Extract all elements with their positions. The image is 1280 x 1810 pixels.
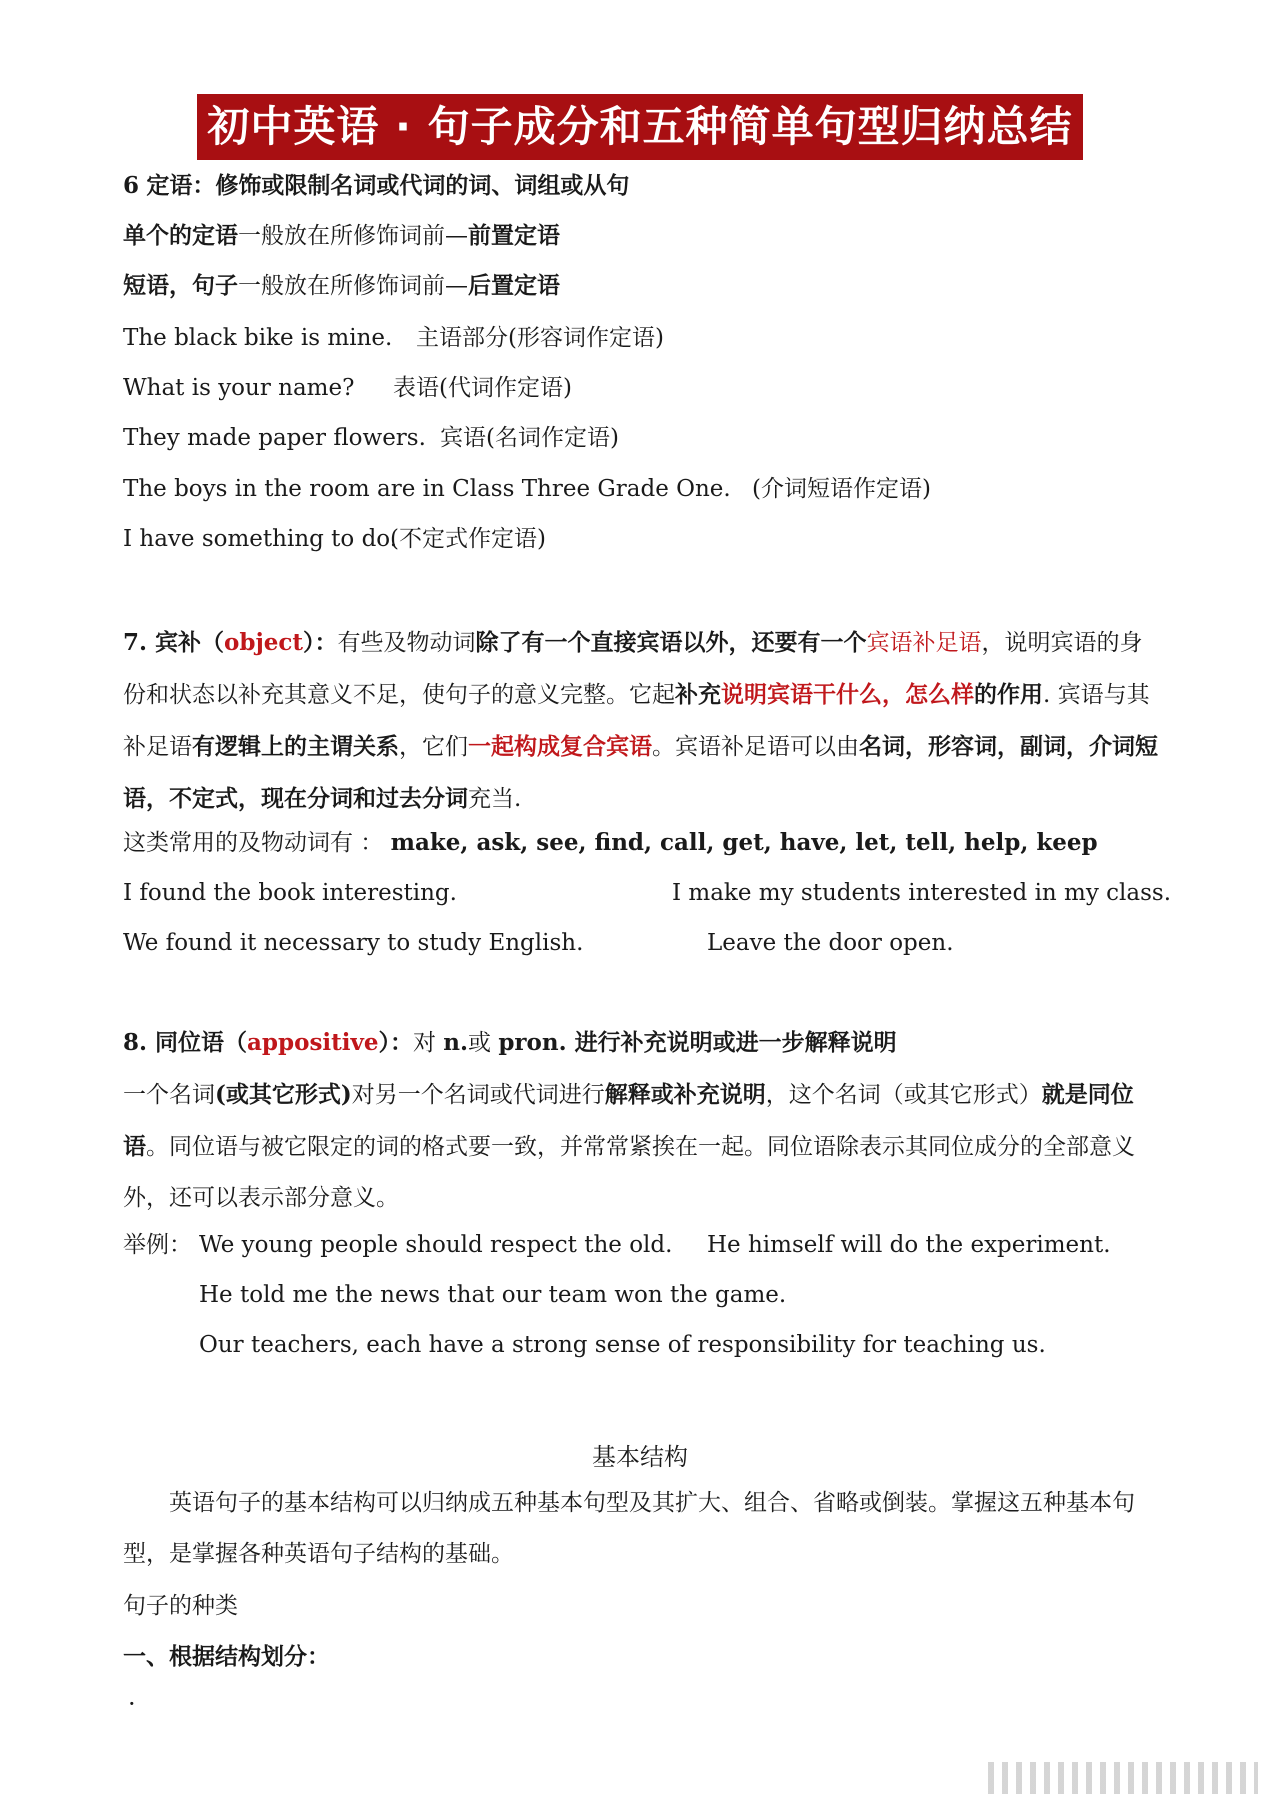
sec7-verbs: make, ask, see, find, call, get, have, let, tell, help, keep: [390, 829, 1098, 856]
sec8-example-3: He told me the news that our team won the game.: [199, 1282, 787, 1308]
sec7-heading-close: ）：: [303, 629, 338, 656]
sec8-heading-close: ）：: [378, 1029, 413, 1056]
sec7-example-1: I found the book interesting.: [123, 880, 457, 906]
basic-paragraph: 英语句子的基本结构可以归纳成五种基本句型及其扩大、组合、省略或倒装。掌握这五种基本句型，是掌握各种英语句子结构的基础。: [123, 1490, 1135, 1567]
sec8-heading-t1: 对: [412, 1030, 444, 1056]
sec6-example-3-note: 宾语(名词作定语): [440, 425, 619, 451]
sec7-t14: 充当.: [468, 786, 522, 812]
sec6-example-5-note: (不定式作定语): [390, 526, 546, 552]
sec7-t4: ，说明宾语的身份和状态以补充其意义不足，使句子的意义完整。它起: [123, 630, 1143, 708]
sec8-heading-t3: 或: [468, 1030, 499, 1056]
sec7-example-4: Leave the door open.: [707, 930, 954, 956]
bullet-mark: ·: [128, 1690, 136, 1718]
sec8-example-label: 举例：: [123, 1232, 192, 1258]
title-container: [0, 94, 1280, 160]
sec8-heading: [123, 1026, 897, 1060]
sec6-line1: [123, 219, 560, 253]
sec6-heading-text: 修饰或限制名词或代词的词、词组或从句: [215, 172, 630, 199]
sec8-heading-t4: pron.: [498, 1029, 567, 1056]
sec6-example-2-en: What is your name?: [123, 375, 355, 401]
sec7-t1: 有些及物动词: [337, 630, 476, 656]
sec6-heading-label: 定语：: [146, 172, 216, 199]
sec6-line2: [123, 269, 560, 303]
sec7-verbs-line: [123, 826, 1098, 860]
page-title: 初中英语 · 句子成分和五种简单句型归纳总结: [197, 94, 1082, 160]
sec7-example-2: I make my students interested in my class.: [672, 880, 1172, 906]
sec8-p6: 就是同位语: [123, 1081, 1134, 1160]
sec6-heading: [123, 169, 629, 203]
sec8-heading-t2: n.: [443, 1029, 469, 1056]
sec7-heading-en: object: [224, 629, 304, 656]
sec8-heading-t5: 进行补充说明或进一步解释说明: [566, 1029, 897, 1056]
sec6-example-5-en: I have something to do.: [123, 526, 398, 552]
sec8-example-1: We young people should respect the old.: [199, 1232, 673, 1258]
basic-heading: 基本结构: [592, 1443, 688, 1471]
sec7-paragraph: [123, 617, 1163, 825]
sec6-line2-a: 短语，句子: [123, 272, 238, 299]
by-structure-heading: 一、根据结构划分：: [123, 1643, 330, 1670]
sec7-t3: 宾语补足语: [866, 630, 982, 656]
sec7-t7: 的作用: [974, 681, 1043, 708]
sec6-example-4-note: (介词短语作定语): [752, 476, 931, 502]
sec8-heading-label: 8. 同位语（: [123, 1029, 248, 1056]
sec7-t6: 说明宾语干什么，怎么样: [721, 681, 974, 708]
sec7-t2: 除了有一个直接宾语以外，还要有一个: [475, 629, 867, 656]
sec7-t9: 有逻辑上的主谓关系: [192, 733, 399, 760]
sec8-heading-en: appositive: [247, 1029, 379, 1056]
sec7-t8: . 宾语与其补足语: [123, 682, 1150, 760]
sentence-types-heading: 句子的种类: [123, 1593, 238, 1619]
sec6-example-4-en: The boys in the room are in Class Three Grade One.: [123, 476, 731, 502]
sec6-example-1-note: 主语部分(形容词作定语): [416, 325, 664, 351]
sec7-t13: 名词，形容词，副词，介词短语，不定式，现在分词和过去分词: [123, 733, 1158, 812]
sec6-line2-c: 后置定语: [468, 272, 560, 299]
sec8-p1: 一个名词: [123, 1082, 215, 1108]
sec6-example-2-note: 表语(代词作定语): [393, 375, 572, 401]
sec7-heading: 7. 宾补（: [123, 629, 225, 656]
watermark-icon: [988, 1762, 1258, 1794]
sec6-line1-a: 单个的定语: [123, 222, 238, 249]
sec7-example-3: We found it necessary to study English.: [123, 930, 584, 956]
sec6-line1-c: 前置定语: [468, 222, 560, 249]
sec8-p2: (或其它形式): [215, 1081, 352, 1108]
sec8-p4: 解释或补充说明: [604, 1081, 766, 1108]
sec8-p7: 。同位语与被它限定的词的格式要一致，并常常紧挨在一起。同位语除表示其同位成分的全部意义外，还可以表示部分意义。: [123, 1134, 1135, 1211]
sec6-example-3-en: They made paper flowers.: [123, 425, 426, 451]
sec6-heading-num: 6: [123, 172, 140, 199]
sec8-example-4: Our teachers, each have a strong sense of responsibility for teaching us.: [199, 1332, 1046, 1358]
sec7-t5: 补充: [675, 681, 721, 708]
sec8-example-2: He himself will do the experiment.: [707, 1232, 1111, 1258]
sec7-verbs-label: 这类常用的及物动词有 ：: [123, 830, 384, 856]
sec7-t12: 。宾语补足语可以由: [652, 734, 859, 760]
sec6-line2-b: 一般放在所修饰词前—: [238, 273, 468, 299]
sec8-p5: ，这个名词（或其它形式）: [765, 1082, 1042, 1108]
sec8-p3: 对另一个名词或代词进行: [351, 1082, 605, 1108]
sec6-example-1-en: The black bike is mine.: [123, 325, 393, 351]
sec8-paragraph: [123, 1069, 1163, 1224]
sec7-t10: ，它们: [399, 734, 468, 760]
sec6-line1-b: 一般放在所修饰词前—: [238, 223, 468, 249]
sec7-t11: 一起构成复合宾语: [468, 733, 652, 760]
